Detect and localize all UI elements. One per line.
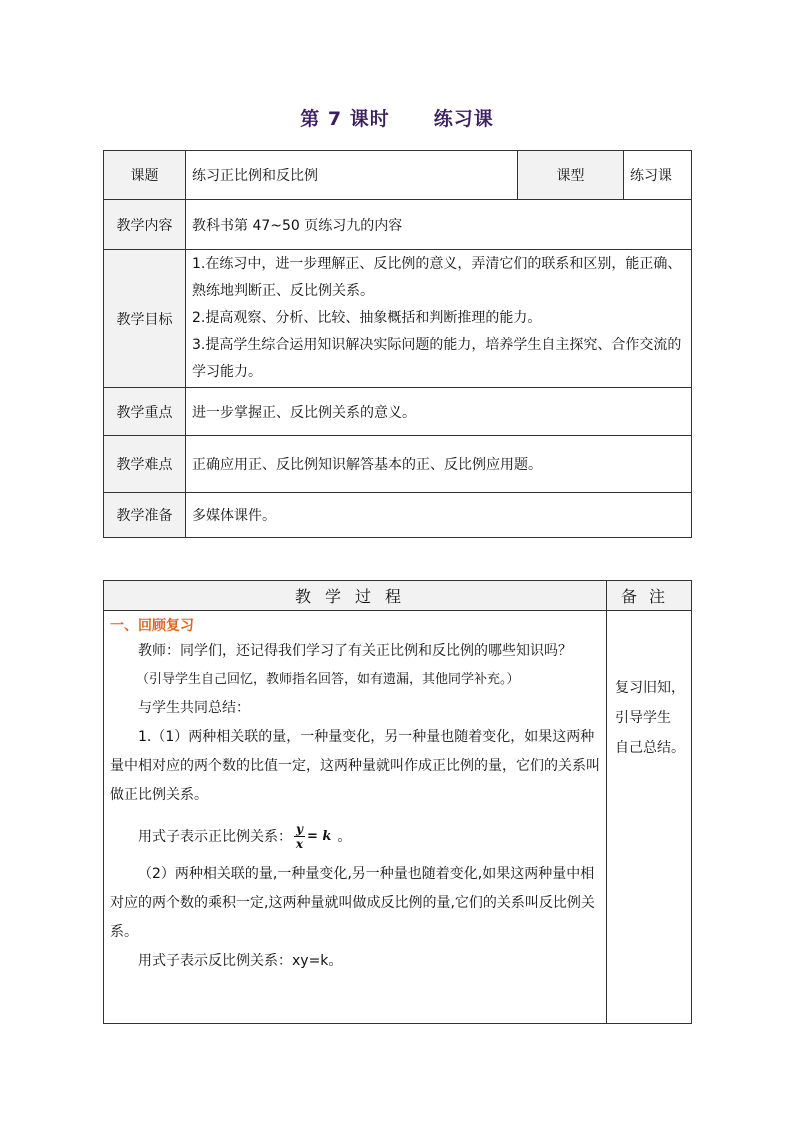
row-key [104, 388, 692, 436]
lesson-number: 第 7 课时 [300, 108, 390, 130]
process-content [104, 611, 607, 1024]
prep-value: 多媒体课件。 [186, 493, 692, 538]
topic-label: 课题 [104, 151, 186, 200]
content-label: 教学内容 [104, 200, 186, 250]
inverse-proportion-definition: （2）两种相关联的量,一种量变化,另一种量也随着变化,如果这两种量中相对应的两个数的乘积一定,这两种量就叫做成反比例的量,它们的关系叫反比例关系。 [110, 866, 595, 940]
note-line: 自己总结。 [615, 740, 685, 756]
goal-item: 1.在练习中，进一步理解正、反比例的意义，弄清它们的联系和区别，能正确、熟练地判断正、反比例关系。 [192, 256, 682, 299]
summary-intro: 与学生共同总结： [138, 700, 250, 716]
goal-list [186, 250, 692, 388]
row-content [104, 200, 692, 250]
lesson-info-table [103, 150, 692, 538]
topic-value: 练习正比例和反比例 [186, 151, 518, 200]
goal-item: 3.提高学生综合运用知识解决实际问题的能力，培养学生自主探究、合作交流的学习能力。 [192, 337, 682, 380]
type-label: 课型 [518, 151, 624, 200]
process-notes [607, 611, 692, 1024]
lesson-type-title: 练习课 [433, 108, 494, 130]
direct-proportion-definition: 1.（1）两种相关联的量，一种量变化，另一种量也随着变化，如果这两种量中相对应的两个数的比值一定，这两种量就叫作成正比例的量，它们的关系叫做正比例关系。 [110, 729, 600, 803]
teaching-process-table [103, 580, 692, 1024]
row-topic [104, 151, 692, 200]
prep-label: 教学准备 [104, 493, 186, 538]
difficulty-value: 正确应用正、反比例知识解答基本的正、反比例应用题。 [186, 436, 692, 493]
row-difficulty [104, 436, 692, 493]
goal-label: 教学目标 [104, 250, 186, 388]
difficulty-label: 教学难点 [104, 436, 186, 493]
section-title: 一、回顾复习 [110, 618, 194, 634]
row-goals [104, 250, 692, 388]
formula-denominator: x [295, 836, 304, 851]
process-header-row [104, 581, 692, 611]
teacher-question: 教师：同学们，还记得我们学习了有关正比例和反比例的哪些知识吗？ [138, 643, 572, 659]
formula-fraction [294, 822, 305, 851]
key-value: 进一步掌握正、反比例关系的意义。 [186, 388, 692, 436]
goal-item: 2.提高观察、分析、比较、抽象概括和判断推理的能力。 [192, 310, 542, 326]
direct-proportion-formula [110, 816, 600, 856]
key-label: 教学重点 [104, 388, 186, 436]
note-header: 备注 [607, 581, 692, 611]
guidance-note: （引导学生自己回忆，教师指名回答，如有遗漏，其他同学补充。） [136, 672, 520, 687]
inverse-proportion-formula: 用式子表示反比例关系：xy=k。 [138, 953, 343, 969]
content-value: 教科书第 47~50 页练习九的内容 [186, 200, 692, 250]
note-line: 引导学生 [615, 710, 671, 726]
row-prep [104, 493, 692, 538]
formula-label: 用式子表示正比例关系： [138, 829, 292, 845]
lesson-title [0, 104, 794, 131]
formula-rhs: = k [306, 828, 332, 844]
process-header: 教学过程 [104, 581, 607, 611]
formula-numerator: y [296, 821, 303, 836]
type-value: 练习课 [624, 151, 692, 200]
note-line: 复习旧知， [615, 680, 685, 696]
process-body-row [104, 611, 692, 1024]
formula-end: 。 [337, 829, 352, 845]
